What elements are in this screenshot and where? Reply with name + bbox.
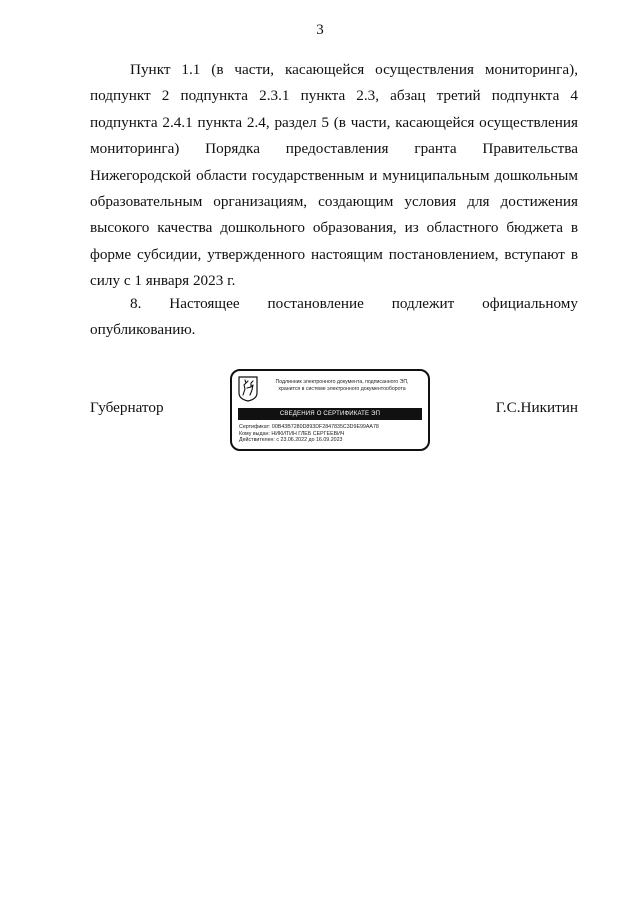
paragraph-publication xyxy=(90,291,578,344)
paragraph-text: Пункт 1.1 (в части, касающейся осуществления мониторинга), подпункт 2 подпункта 2.3.1 пункта 2.3, абзац третий подпункта 4 подпункта 2.4.1 пункта 2.4, раздел 5 (в части, касающейся осуществления мониторинга) Порядка предоставления гранта Правительства Нижегородской области государственным и муниципальным дошкольным образовательным организациям, создающим условия для достижения высокого качества дошкольного образования, из областного бюджета в форме субсидии, утвержденного настоящим постановлением, вступают в силу с 1 января 2023 г. xyxy=(90,61,578,290)
stamp-header xyxy=(262,379,422,392)
signer-name: Г.С.Никитин xyxy=(495,399,578,416)
page-number: 3 xyxy=(316,22,324,38)
signature-block xyxy=(90,366,578,456)
signer-title: Губернатор xyxy=(90,399,164,416)
stamp-certificate-bar: СВЕДЕНИЯ О СЕРТИФИКАТЕ ЭП xyxy=(238,408,422,420)
stamp-header-line: хранится в системе электронного документооборота xyxy=(278,385,406,392)
stamp-validity: Действителен: с 23.06.2022 до 16.09.2023 xyxy=(239,437,343,444)
deer-emblem-icon xyxy=(238,376,258,402)
stamp-details xyxy=(239,424,423,444)
paragraph-effective-date xyxy=(90,57,578,295)
stamp-certificate-number: Сертификат: 00B43B7280D893DF2847835C3D9E99AA78 xyxy=(239,424,379,430)
stamp-header-line: Подлинник электронного документа, подписанного ЭП, xyxy=(275,379,409,385)
electronic-signature-stamp xyxy=(230,369,430,451)
stamp-issued-to: Кому выдан: НИКИТИН ГЛЕБ СЕРГЕЕВИЧ xyxy=(239,430,345,437)
paragraph-text: 8. Настоящее постановление подлежит официальному опубликованию. xyxy=(90,295,578,339)
